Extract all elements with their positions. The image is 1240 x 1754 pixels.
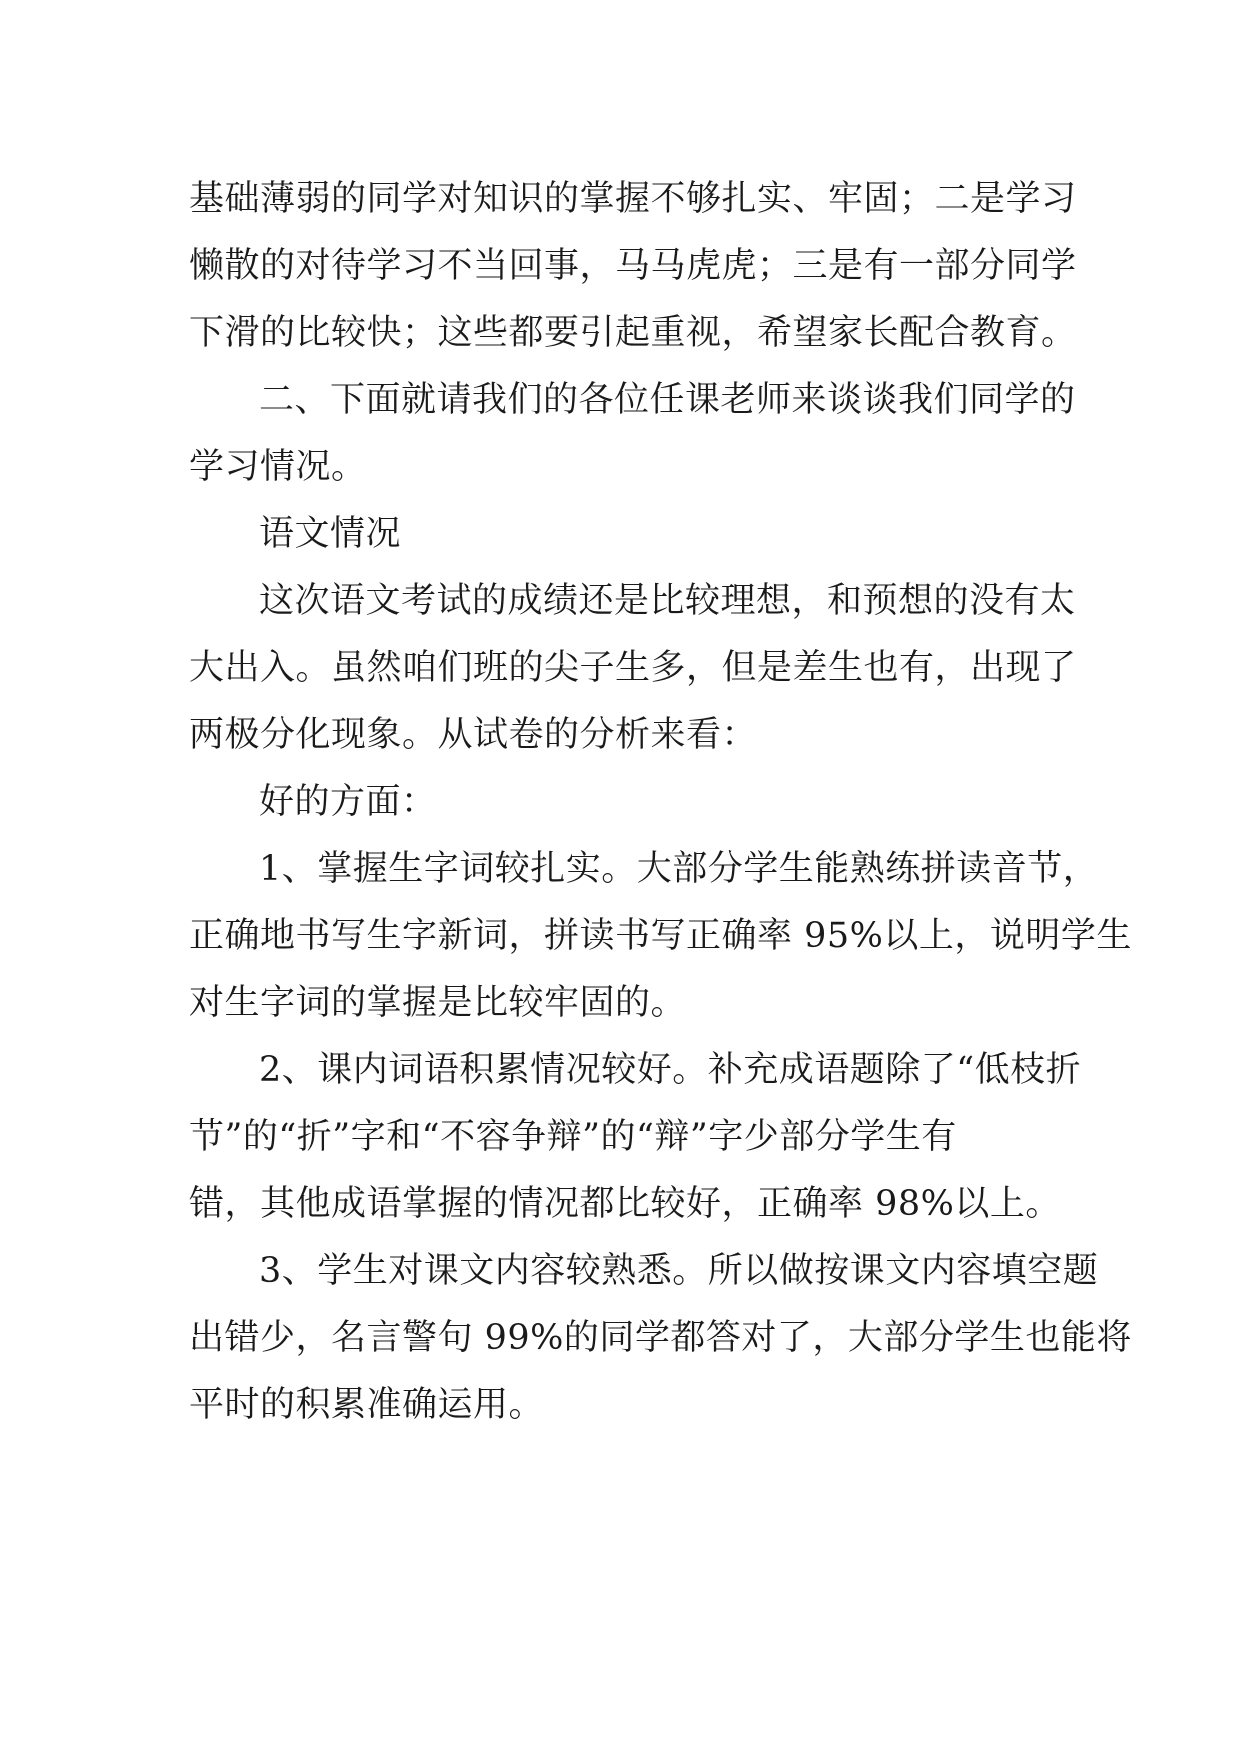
paragraph-line: 两极分化现象。从试卷的分析来看： — [189, 715, 758, 755]
list-item-line: 节”的“折”字和“不容争辩”的“辩”字少部分学生有 — [189, 1117, 957, 1157]
list-item-line: 错，其他成语掌握的情况都比较好，正确率 98%以上。 — [189, 1184, 1061, 1224]
paragraph-line: 基础薄弱的同学对知识的掌握不够扎实、牢固；二是学习 — [189, 179, 1077, 219]
subsection-label: 好的方面： — [259, 782, 437, 822]
document-body — [189, 166, 1132, 1439]
list-item-line: 对生字词的掌握是比较牢固的。 — [189, 983, 687, 1023]
paragraph-line: 大出入。虽然咱们班的尖子生多，但是差生也有，出现了 — [189, 648, 1077, 688]
subsection-title: 语文情况 — [259, 514, 402, 554]
paragraph-line: 这次语文考试的成绩还是比较理想，和预想的没有太 — [259, 581, 1076, 621]
paragraph-line: 下滑的比较快；这些都要引起重视，希望家长配合教育。 — [189, 313, 1077, 353]
list-item-line: 平时的积累准确运用。 — [189, 1385, 545, 1425]
list-item-line: 正确地书写生字新词，拼读书写正确率 95%以上，说明学生 — [189, 916, 1132, 956]
list-item-line: 3、学生对课文内容较熟悉。所以做按课文内容填空题 — [259, 1251, 1099, 1291]
list-item-line: 2、课内词语积累情况较好。补充成语题除了“低枝折 — [259, 1050, 1082, 1090]
list-item-line: 出错少，名言警句 99%的同学都答对了，大部分学生也能将 — [189, 1318, 1132, 1358]
section-heading-line: 学习情况。 — [189, 447, 367, 487]
paragraph-line: 懒散的对待学习不当回事，马马虎虎；三是有一部分同学 — [189, 246, 1077, 286]
list-item-line: 1、掌握生字词较扎实。大部分学生能熟练拼读音节， — [259, 849, 1099, 889]
section-heading-line: 二、下面就请我们的各位任课老师来谈谈我们同学的 — [259, 380, 1076, 420]
